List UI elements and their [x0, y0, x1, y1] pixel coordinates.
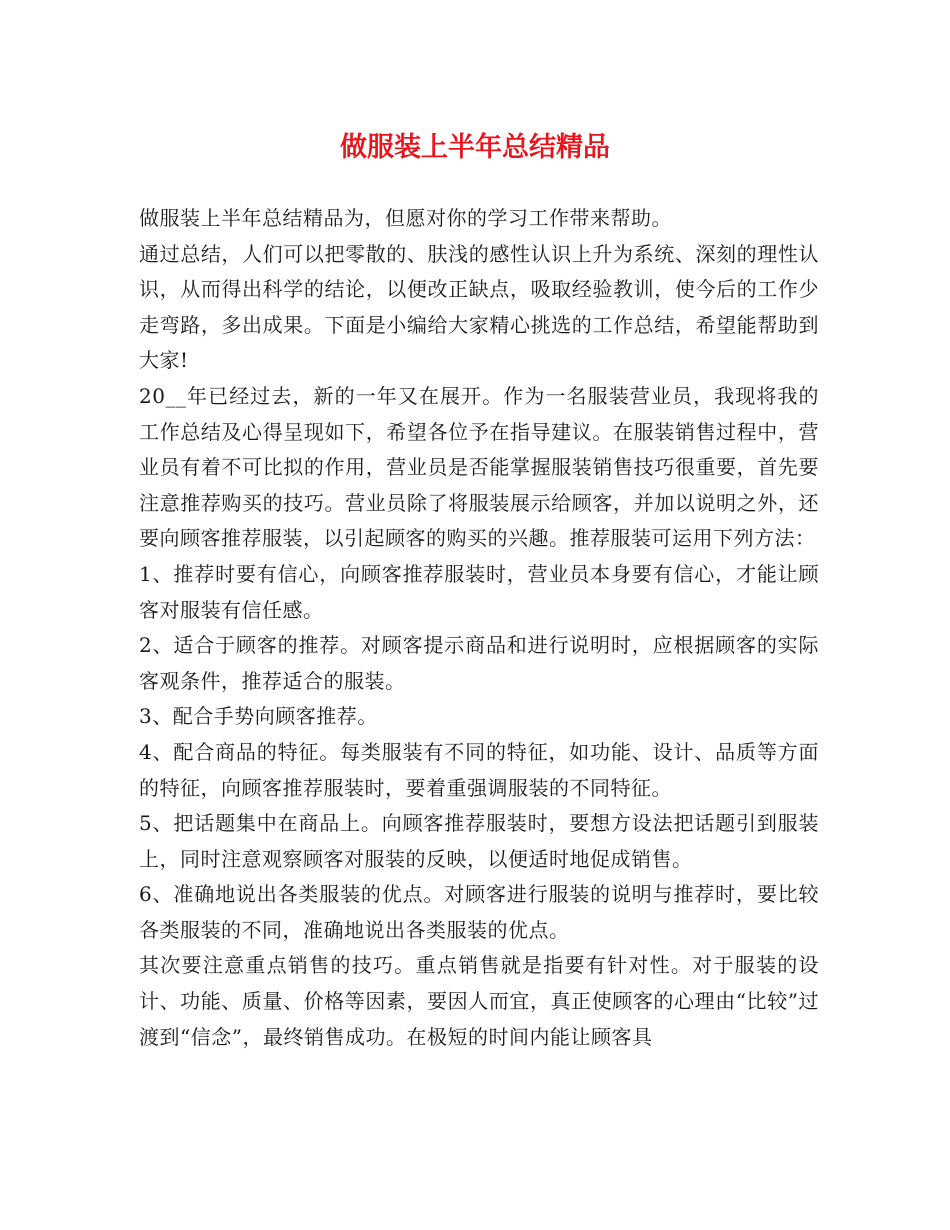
list-item-5: 5、把话题集中在商品上。向顾客推荐服装时，要想方设法把话题引到服装上，同时注意观察顾客对服装的反映，以便适时地促成销售。: [139, 811, 819, 871]
list-item-3: 3、配合手势向顾客推荐。: [139, 704, 378, 729]
paragraph-summary-purpose: 通过总结，人们可以把零散的、肤浅的感性认识上升为系统、深刻的理性认识，从而得出科学的结论，以便改正缺点，吸取经验教训，使今后的工作少走弯路，多出成果。下面是小编给大家精心挑选的工作总结，希望能帮助到大家!: [139, 241, 819, 373]
list-item-4: 4、配合商品的特征。每类服装有不同的特征，如功能、设计、品质等方面的特征，向顾客推荐服装时，要着重强调服装的不同特征。: [139, 739, 819, 800]
list-item-6: 6、准确地说出各类服装的优点。对顾客进行服装的说明与推荐时，要比较各类服装的不同，准确地说出各类服装的优点。: [139, 882, 819, 942]
document-title: 做服装上半年总结精品: [340, 132, 610, 163]
list-item-1: 1、推荐时要有信心，向顾客推荐服装时，营业员本身要有信心，才能让顾客对服装有信任感。: [139, 561, 819, 622]
paragraph-overview: 20__年已经过去，新的一年又在展开。作为一名服装营业员，我现将我的工作总结及心得呈现如下，希望各位予在指导建议。在服装销售过程中，营业员有着不可比拟的作用，营业员是否能掌握服装销售技巧很重要，首先要注意推荐购买的技巧。营业员除了将服装展示给顾客，并加以说明之外，还要向顾客推荐服装，以引起顾客的购买的兴趣。推荐服装可运用下列方法：: [139, 383, 819, 551]
paragraph-intro: 做服装上半年总结精品为，但愿对你的学习工作带来帮助。: [139, 206, 672, 230]
document-body: [139, 201, 819, 1055]
list-item-2: 2、适合于顾客的推荐。对顾客提示商品和进行说明时，应根据顾客的实际客观条件，推荐适合的服装。: [139, 633, 819, 693]
paragraph-key-sales: 其次要注意重点销售的技巧。重点销售就是指要有针对性。对于服装的设计、功能、质量、价格等因素，要因人而宜，真正使顾客的心理由“比较”过渡到“信念”，最终销售成功。在极短的时间内能让顾客具: [139, 953, 819, 1049]
